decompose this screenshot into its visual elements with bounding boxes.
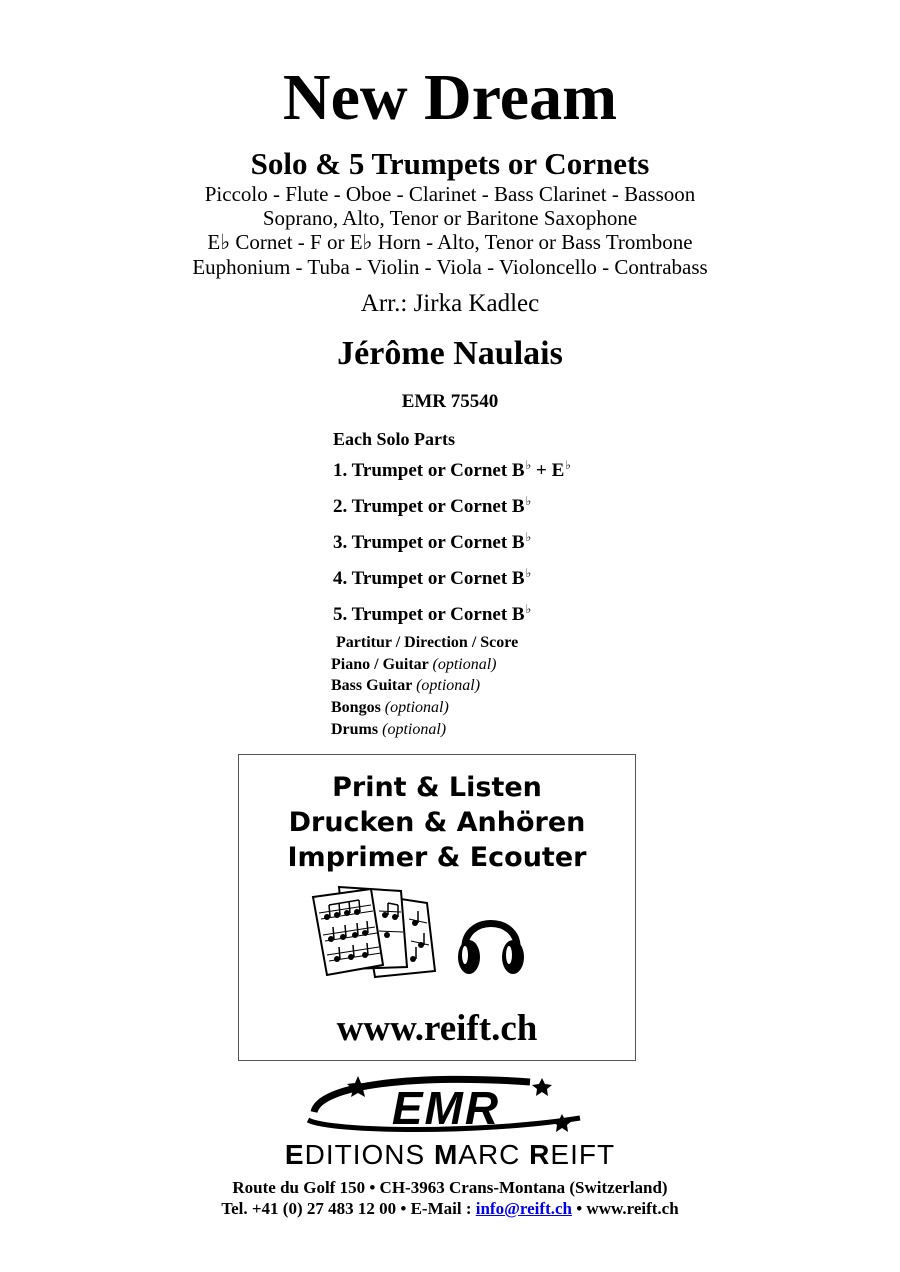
extra-name: Drums [331, 720, 379, 738]
publisher-contact [0, 1198, 900, 1220]
part-item [333, 486, 571, 522]
brand-cap: M [433, 1139, 459, 1170]
extra-item [331, 697, 518, 719]
flat-sign: ♭ [565, 458, 571, 472]
flat-sign: ♭ [362, 230, 373, 254]
part-item [333, 594, 571, 630]
star-icon [552, 1114, 572, 1132]
publisher-address: Route du Golf 150 • CH-3963 Crans-Montana (Switzerland) [232, 1178, 668, 1197]
extra-item [331, 654, 518, 676]
part-label: 2. Trumpet or Cornet B [333, 496, 525, 517]
sheet-music-icon [309, 883, 441, 979]
star-icon [532, 1078, 552, 1096]
brand-rest: ARC [458, 1139, 530, 1170]
instruments-line-4: Euphonium - Tuba - Violin - Viola - Violoncello - Contrabass [192, 255, 708, 279]
contact-phone: Tel. +41 (0) 27 483 12 00 • E-Mail : [221, 1199, 476, 1218]
parts-list [333, 428, 571, 630]
instruments-line-3-c: Horn - Alto, Tenor or Bass Trombone [372, 230, 693, 254]
extra-note: (optional) [432, 655, 497, 673]
part-label: 1. Trumpet or Cornet B [333, 460, 525, 481]
extra-item [331, 675, 518, 697]
title: New Dream [282, 61, 618, 134]
flat-sign: ♭ [525, 458, 532, 472]
instruments-line-3-b: Cornet - F or E [230, 230, 363, 254]
publisher-name [0, 1138, 900, 1172]
part-label: 5. Trumpet or Cornet B [333, 604, 525, 625]
extra-name: Bongos [331, 699, 381, 717]
print-listen-line-fr: Imprimer & Ecouter [287, 842, 587, 873]
brand-cap: E [284, 1139, 305, 1170]
extra-note: (optional) [384, 699, 449, 717]
flat-sign: ♭ [525, 566, 532, 580]
part-item [333, 558, 571, 594]
print-listen-line-en: Print & Listen [332, 772, 542, 803]
flat-sign: ♭ [525, 494, 532, 508]
print-listen-line-de: Drucken & Anhören [288, 807, 586, 838]
instruments-line-3-a: E [207, 230, 221, 254]
star-icon [347, 1076, 369, 1097]
arranger: Arr.: Jirka Kadlec [360, 290, 540, 317]
part-item [333, 522, 571, 558]
extra-name: Bass Guitar [331, 677, 413, 695]
headphones-icon [455, 905, 527, 981]
instruments-line-3 [0, 230, 900, 254]
contact-website: • www.reift.ch [571, 1199, 679, 1218]
brand-rest: EIFT [550, 1139, 616, 1170]
part-item [333, 450, 571, 486]
composer: Jérôme Naulais [337, 335, 563, 372]
brand-rest: DITIONS [304, 1139, 434, 1170]
extra-item [331, 719, 518, 741]
print-listen-box [238, 754, 636, 1061]
extra-note: (optional) [382, 720, 447, 738]
instruments-line-2: Soprano, Alto, Tenor or Baritone Saxophone [262, 206, 638, 230]
instruments-line-1: Piccolo - Flute - Oboe - Clarinet - Bass Clarinet - Bassoon [204, 182, 696, 206]
score-line: Partitur / Direction / Score [336, 634, 519, 651]
flat-sign: ♭ [525, 602, 532, 616]
brand-cap: R [529, 1139, 551, 1170]
logo-text: EMR [391, 1082, 501, 1134]
parts-heading: Each Solo Parts [333, 429, 456, 449]
part-label: 4. Trumpet or Cornet B [333, 568, 525, 589]
part-extra: + E [531, 460, 565, 481]
flat-sign: ♭ [525, 530, 532, 544]
catalog-number: EMR 75540 [401, 391, 499, 412]
extra-note: (optional) [416, 677, 481, 695]
emr-logo [300, 1074, 600, 1138]
subtitle: Solo & 5 Trumpets or Cornets [250, 146, 650, 181]
extra-name: Piano / Guitar [331, 655, 429, 673]
part-label: 3. Trumpet or Cornet B [333, 532, 525, 553]
print-listen-url[interactable]: www.reift.ch [336, 1008, 538, 1049]
flat-sign: ♭ [220, 230, 231, 254]
extras-list [331, 632, 518, 741]
email-link[interactable]: info@reift.ch [475, 1199, 572, 1218]
